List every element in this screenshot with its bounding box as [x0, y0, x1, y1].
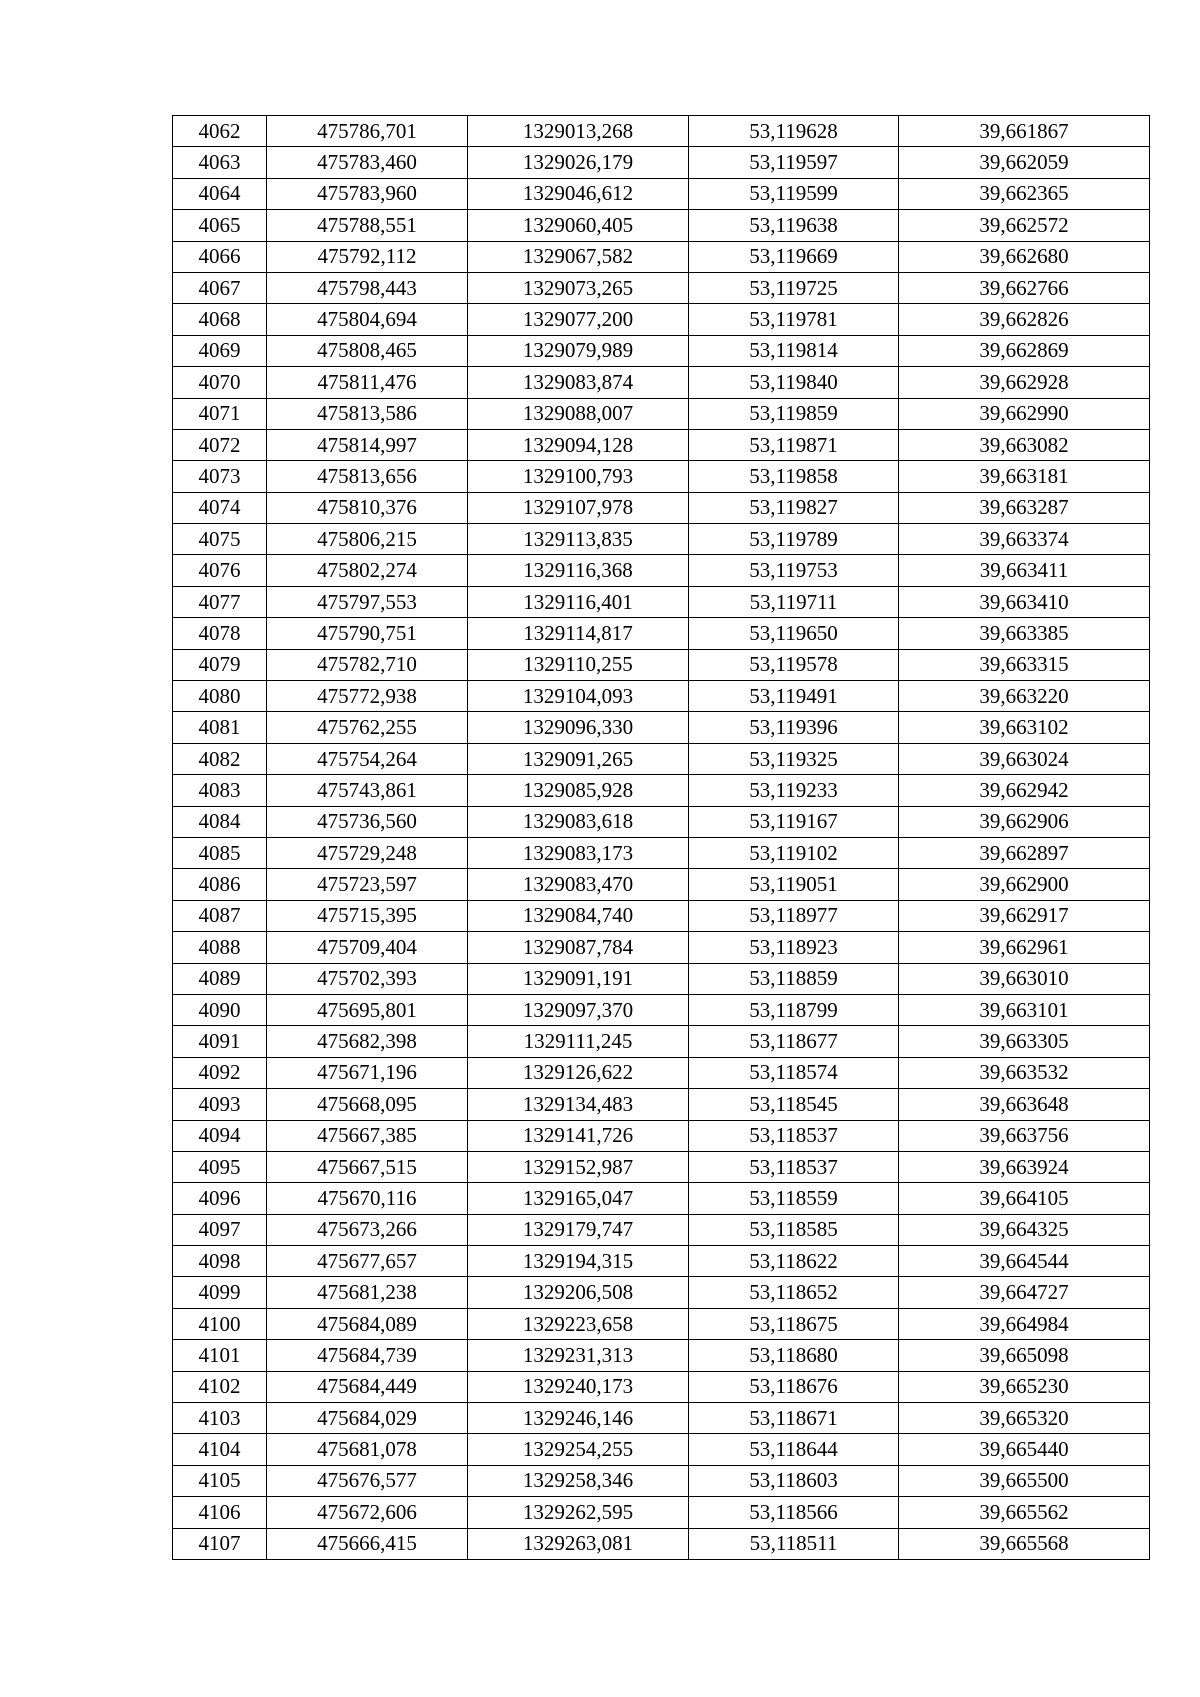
- point-number-cell: 4086: [173, 869, 267, 900]
- x-coordinate-cell: 475762,255: [267, 712, 468, 743]
- table-row: [173, 1120, 1150, 1151]
- latitude-cell: 53,119781: [689, 304, 899, 335]
- y-coordinate-cell: 1329088,007: [468, 398, 689, 429]
- table-row: [173, 1277, 1150, 1308]
- x-coordinate-cell: 475684,029: [267, 1403, 468, 1434]
- x-coordinate-cell: 475798,443: [267, 272, 468, 303]
- y-coordinate-cell: 1329116,401: [468, 586, 689, 617]
- point-number-cell: 4069: [173, 335, 267, 366]
- x-coordinate-cell: 475783,960: [267, 178, 468, 209]
- table-row: [173, 1057, 1150, 1088]
- x-coordinate-cell: 475684,089: [267, 1308, 468, 1339]
- table-row: [173, 367, 1150, 398]
- y-coordinate-cell: 1329111,245: [468, 1026, 689, 1057]
- y-coordinate-cell: 1329246,146: [468, 1403, 689, 1434]
- table-row: [173, 1371, 1150, 1402]
- longitude-cell: 39,663410: [899, 586, 1150, 617]
- longitude-cell: 39,664325: [899, 1214, 1150, 1245]
- y-coordinate-cell: 1329114,817: [468, 618, 689, 649]
- x-coordinate-cell: 475814,997: [267, 429, 468, 460]
- latitude-cell: 53,118977: [689, 900, 899, 931]
- longitude-cell: 39,662680: [899, 241, 1150, 272]
- x-coordinate-cell: 475723,597: [267, 869, 468, 900]
- latitude-cell: 53,119669: [689, 241, 899, 272]
- point-number-cell: 4095: [173, 1151, 267, 1182]
- point-number-cell: 4085: [173, 837, 267, 868]
- longitude-cell: 39,665098: [899, 1340, 1150, 1371]
- longitude-cell: 39,662917: [899, 900, 1150, 931]
- y-coordinate-cell: 1329113,835: [468, 524, 689, 555]
- table-row: [173, 147, 1150, 178]
- table-row: [173, 1089, 1150, 1120]
- x-coordinate-cell: 475670,116: [267, 1183, 468, 1214]
- latitude-cell: 53,118923: [689, 932, 899, 963]
- latitude-cell: 53,119814: [689, 335, 899, 366]
- x-coordinate-cell: 475676,577: [267, 1465, 468, 1496]
- point-number-cell: 4084: [173, 806, 267, 837]
- latitude-cell: 53,118585: [689, 1214, 899, 1245]
- y-coordinate-cell: 1329067,582: [468, 241, 689, 272]
- latitude-cell: 53,118680: [689, 1340, 899, 1371]
- x-coordinate-cell: 475810,376: [267, 492, 468, 523]
- point-number-cell: 4063: [173, 147, 267, 178]
- x-coordinate-cell: 475808,465: [267, 335, 468, 366]
- point-number-cell: 4103: [173, 1403, 267, 1434]
- table-row: [173, 210, 1150, 241]
- longitude-cell: 39,664544: [899, 1246, 1150, 1277]
- longitude-cell: 39,662990: [899, 398, 1150, 429]
- longitude-cell: 39,665562: [899, 1497, 1150, 1528]
- table-row: [173, 116, 1150, 147]
- x-coordinate-cell: 475681,238: [267, 1277, 468, 1308]
- y-coordinate-cell: 1329060,405: [468, 210, 689, 241]
- table-row: [173, 241, 1150, 272]
- y-coordinate-cell: 1329254,255: [468, 1434, 689, 1465]
- y-coordinate-cell: 1329134,483: [468, 1089, 689, 1120]
- point-number-cell: 4088: [173, 932, 267, 963]
- point-number-cell: 4094: [173, 1120, 267, 1151]
- x-coordinate-cell: 475673,266: [267, 1214, 468, 1245]
- longitude-cell: 39,662059: [899, 147, 1150, 178]
- y-coordinate-cell: 1329194,315: [468, 1246, 689, 1277]
- point-number-cell: 4079: [173, 649, 267, 680]
- longitude-cell: 39,665568: [899, 1528, 1150, 1559]
- point-number-cell: 4082: [173, 743, 267, 774]
- point-number-cell: 4096: [173, 1183, 267, 1214]
- x-coordinate-cell: 475672,606: [267, 1497, 468, 1528]
- table-row: [173, 963, 1150, 994]
- longitude-cell: 39,664727: [899, 1277, 1150, 1308]
- longitude-cell: 39,662365: [899, 178, 1150, 209]
- table-row: [173, 649, 1150, 680]
- x-coordinate-cell: 475783,460: [267, 147, 468, 178]
- point-number-cell: 4080: [173, 681, 267, 712]
- x-coordinate-cell: 475736,560: [267, 806, 468, 837]
- y-coordinate-cell: 1329126,622: [468, 1057, 689, 1088]
- latitude-cell: 53,119858: [689, 461, 899, 492]
- latitude-cell: 53,118603: [689, 1465, 899, 1496]
- y-coordinate-cell: 1329104,093: [468, 681, 689, 712]
- y-coordinate-cell: 1329116,368: [468, 555, 689, 586]
- table-row: [173, 1151, 1150, 1182]
- latitude-cell: 53,118559: [689, 1183, 899, 1214]
- table-row: [173, 461, 1150, 492]
- latitude-cell: 53,119599: [689, 178, 899, 209]
- y-coordinate-cell: 1329223,658: [468, 1308, 689, 1339]
- y-coordinate-cell: 1329091,265: [468, 743, 689, 774]
- latitude-cell: 53,119491: [689, 681, 899, 712]
- x-coordinate-cell: 475790,751: [267, 618, 468, 649]
- y-coordinate-cell: 1329026,179: [468, 147, 689, 178]
- table-row: [173, 492, 1150, 523]
- point-number-cell: 4106: [173, 1497, 267, 1528]
- y-coordinate-cell: 1329083,470: [468, 869, 689, 900]
- longitude-cell: 39,661867: [899, 116, 1150, 147]
- longitude-cell: 39,663010: [899, 963, 1150, 994]
- table-row: [173, 429, 1150, 460]
- table-row: [173, 1308, 1150, 1339]
- table-row: [173, 272, 1150, 303]
- y-coordinate-cell: 1329083,173: [468, 837, 689, 868]
- y-coordinate-cell: 1329263,081: [468, 1528, 689, 1559]
- latitude-cell: 53,118799: [689, 994, 899, 1025]
- point-number-cell: 4066: [173, 241, 267, 272]
- longitude-cell: 39,663756: [899, 1120, 1150, 1151]
- latitude-cell: 53,118537: [689, 1120, 899, 1151]
- longitude-cell: 39,662900: [899, 869, 1150, 900]
- x-coordinate-cell: 475684,739: [267, 1340, 468, 1371]
- x-coordinate-cell: 475666,415: [267, 1528, 468, 1559]
- y-coordinate-cell: 1329094,128: [468, 429, 689, 460]
- x-coordinate-cell: 475772,938: [267, 681, 468, 712]
- latitude-cell: 53,119051: [689, 869, 899, 900]
- x-coordinate-cell: 475681,078: [267, 1434, 468, 1465]
- x-coordinate-cell: 475792,112: [267, 241, 468, 272]
- table-row: [173, 869, 1150, 900]
- point-number-cell: 4065: [173, 210, 267, 241]
- y-coordinate-cell: 1329141,726: [468, 1120, 689, 1151]
- table-row: [173, 994, 1150, 1025]
- y-coordinate-cell: 1329240,173: [468, 1371, 689, 1402]
- longitude-cell: 39,662906: [899, 806, 1150, 837]
- longitude-cell: 39,665500: [899, 1465, 1150, 1496]
- latitude-cell: 53,119628: [689, 116, 899, 147]
- y-coordinate-cell: 1329165,047: [468, 1183, 689, 1214]
- longitude-cell: 39,665320: [899, 1403, 1150, 1434]
- point-number-cell: 4100: [173, 1308, 267, 1339]
- latitude-cell: 53,119827: [689, 492, 899, 523]
- point-number-cell: 4092: [173, 1057, 267, 1088]
- latitude-cell: 53,118622: [689, 1246, 899, 1277]
- x-coordinate-cell: 475715,395: [267, 900, 468, 931]
- longitude-cell: 39,662942: [899, 775, 1150, 806]
- x-coordinate-cell: 475743,861: [267, 775, 468, 806]
- latitude-cell: 53,119233: [689, 775, 899, 806]
- y-coordinate-cell: 1329073,265: [468, 272, 689, 303]
- longitude-cell: 39,664984: [899, 1308, 1150, 1339]
- point-number-cell: 4089: [173, 963, 267, 994]
- longitude-cell: 39,664105: [899, 1183, 1150, 1214]
- point-number-cell: 4090: [173, 994, 267, 1025]
- longitude-cell: 39,662961: [899, 932, 1150, 963]
- table-row: [173, 524, 1150, 555]
- table-row: [173, 1465, 1150, 1496]
- table-row: [173, 743, 1150, 774]
- latitude-cell: 53,118675: [689, 1308, 899, 1339]
- longitude-cell: 39,662766: [899, 272, 1150, 303]
- latitude-cell: 53,118652: [689, 1277, 899, 1308]
- latitude-cell: 53,119102: [689, 837, 899, 868]
- latitude-cell: 53,118566: [689, 1497, 899, 1528]
- latitude-cell: 53,119167: [689, 806, 899, 837]
- table-row: [173, 1214, 1150, 1245]
- latitude-cell: 53,119597: [689, 147, 899, 178]
- x-coordinate-cell: 475797,553: [267, 586, 468, 617]
- longitude-cell: 39,663648: [899, 1089, 1150, 1120]
- point-number-cell: 4091: [173, 1026, 267, 1057]
- y-coordinate-cell: 1329085,928: [468, 775, 689, 806]
- latitude-cell: 53,119325: [689, 743, 899, 774]
- longitude-cell: 39,663385: [899, 618, 1150, 649]
- point-number-cell: 4072: [173, 429, 267, 460]
- x-coordinate-cell: 475709,404: [267, 932, 468, 963]
- point-number-cell: 4101: [173, 1340, 267, 1371]
- point-number-cell: 4083: [173, 775, 267, 806]
- x-coordinate-cell: 475813,656: [267, 461, 468, 492]
- point-number-cell: 4062: [173, 116, 267, 147]
- table-row: [173, 837, 1150, 868]
- point-number-cell: 4064: [173, 178, 267, 209]
- latitude-cell: 53,118859: [689, 963, 899, 994]
- longitude-cell: 39,663181: [899, 461, 1150, 492]
- latitude-cell: 53,118574: [689, 1057, 899, 1088]
- y-coordinate-cell: 1329110,255: [468, 649, 689, 680]
- table-row: [173, 1434, 1150, 1465]
- point-number-cell: 4107: [173, 1528, 267, 1559]
- latitude-cell: 53,118511: [689, 1528, 899, 1559]
- x-coordinate-cell: 475667,385: [267, 1120, 468, 1151]
- longitude-cell: 39,663315: [899, 649, 1150, 680]
- latitude-cell: 53,119725: [689, 272, 899, 303]
- point-number-cell: 4074: [173, 492, 267, 523]
- table-row: [173, 1528, 1150, 1559]
- longitude-cell: 39,663411: [899, 555, 1150, 586]
- longitude-cell: 39,662572: [899, 210, 1150, 241]
- x-coordinate-cell: 475702,393: [267, 963, 468, 994]
- latitude-cell: 53,119840: [689, 367, 899, 398]
- point-number-cell: 4071: [173, 398, 267, 429]
- longitude-cell: 39,663024: [899, 743, 1150, 774]
- y-coordinate-cell: 1329084,740: [468, 900, 689, 931]
- y-coordinate-cell: 1329013,268: [468, 116, 689, 147]
- latitude-cell: 53,118671: [689, 1403, 899, 1434]
- table-row: [173, 1403, 1150, 1434]
- table-row: [173, 335, 1150, 366]
- x-coordinate-cell: 475668,095: [267, 1089, 468, 1120]
- y-coordinate-cell: 1329083,874: [468, 367, 689, 398]
- longitude-cell: 39,663532: [899, 1057, 1150, 1088]
- longitude-cell: 39,663287: [899, 492, 1150, 523]
- y-coordinate-cell: 1329262,595: [468, 1497, 689, 1528]
- longitude-cell: 39,663374: [899, 524, 1150, 555]
- latitude-cell: 53,118537: [689, 1151, 899, 1182]
- latitude-cell: 53,119638: [689, 210, 899, 241]
- y-coordinate-cell: 1329097,370: [468, 994, 689, 1025]
- x-coordinate-cell: 475802,274: [267, 555, 468, 586]
- latitude-cell: 53,118676: [689, 1371, 899, 1402]
- x-coordinate-cell: 475806,215: [267, 524, 468, 555]
- longitude-cell: 39,663220: [899, 681, 1150, 712]
- latitude-cell: 53,119578: [689, 649, 899, 680]
- longitude-cell: 39,663305: [899, 1026, 1150, 1057]
- latitude-cell: 53,119396: [689, 712, 899, 743]
- point-number-cell: 4067: [173, 272, 267, 303]
- point-number-cell: 4099: [173, 1277, 267, 1308]
- latitude-cell: 53,119871: [689, 429, 899, 460]
- y-coordinate-cell: 1329179,747: [468, 1214, 689, 1245]
- longitude-cell: 39,665440: [899, 1434, 1150, 1465]
- x-coordinate-cell: 475811,476: [267, 367, 468, 398]
- point-number-cell: 4104: [173, 1434, 267, 1465]
- table-row: [173, 712, 1150, 743]
- table-row: [173, 618, 1150, 649]
- point-number-cell: 4073: [173, 461, 267, 492]
- latitude-cell: 53,119753: [689, 555, 899, 586]
- table-row: [173, 1340, 1150, 1371]
- y-coordinate-cell: 1329091,191: [468, 963, 689, 994]
- longitude-cell: 39,662897: [899, 837, 1150, 868]
- table-row: [173, 932, 1150, 963]
- latitude-cell: 53,118545: [689, 1089, 899, 1120]
- table-row: [173, 1183, 1150, 1214]
- latitude-cell: 53,118677: [689, 1026, 899, 1057]
- table-row: [173, 775, 1150, 806]
- x-coordinate-cell: 475804,694: [267, 304, 468, 335]
- table-row: [173, 900, 1150, 931]
- x-coordinate-cell: 475788,551: [267, 210, 468, 241]
- point-number-cell: 4081: [173, 712, 267, 743]
- latitude-cell: 53,118644: [689, 1434, 899, 1465]
- point-number-cell: 4078: [173, 618, 267, 649]
- coordinates-table: [172, 115, 1150, 1560]
- longitude-cell: 39,662928: [899, 367, 1150, 398]
- x-coordinate-cell: 475754,264: [267, 743, 468, 774]
- table-row: [173, 1246, 1150, 1277]
- y-coordinate-cell: 1329046,612: [468, 178, 689, 209]
- longitude-cell: 39,662826: [899, 304, 1150, 335]
- latitude-cell: 53,119859: [689, 398, 899, 429]
- y-coordinate-cell: 1329100,793: [468, 461, 689, 492]
- x-coordinate-cell: 475782,710: [267, 649, 468, 680]
- point-number-cell: 4105: [173, 1465, 267, 1496]
- point-number-cell: 4070: [173, 367, 267, 398]
- point-number-cell: 4087: [173, 900, 267, 931]
- x-coordinate-cell: 475684,449: [267, 1371, 468, 1402]
- y-coordinate-cell: 1329083,618: [468, 806, 689, 837]
- x-coordinate-cell: 475695,801: [267, 994, 468, 1025]
- point-number-cell: 4098: [173, 1246, 267, 1277]
- y-coordinate-cell: 1329152,987: [468, 1151, 689, 1182]
- longitude-cell: 39,663102: [899, 712, 1150, 743]
- x-coordinate-cell: 475729,248: [267, 837, 468, 868]
- table-row: [173, 806, 1150, 837]
- latitude-cell: 53,119711: [689, 586, 899, 617]
- x-coordinate-cell: 475813,586: [267, 398, 468, 429]
- y-coordinate-cell: 1329079,989: [468, 335, 689, 366]
- table-row: [173, 1497, 1150, 1528]
- longitude-cell: 39,662869: [899, 335, 1150, 366]
- longitude-cell: 39,663082: [899, 429, 1150, 460]
- longitude-cell: 39,663101: [899, 994, 1150, 1025]
- point-number-cell: 4102: [173, 1371, 267, 1402]
- y-coordinate-cell: 1329096,330: [468, 712, 689, 743]
- x-coordinate-cell: 475671,196: [267, 1057, 468, 1088]
- table-row: [173, 681, 1150, 712]
- longitude-cell: 39,663924: [899, 1151, 1150, 1182]
- y-coordinate-cell: 1329206,508: [468, 1277, 689, 1308]
- point-number-cell: 4075: [173, 524, 267, 555]
- longitude-cell: 39,665230: [899, 1371, 1150, 1402]
- y-coordinate-cell: 1329258,346: [468, 1465, 689, 1496]
- y-coordinate-cell: 1329077,200: [468, 304, 689, 335]
- latitude-cell: 53,119789: [689, 524, 899, 555]
- table-row: [173, 555, 1150, 586]
- latitude-cell: 53,119650: [689, 618, 899, 649]
- x-coordinate-cell: 475682,398: [267, 1026, 468, 1057]
- point-number-cell: 4077: [173, 586, 267, 617]
- point-number-cell: 4068: [173, 304, 267, 335]
- point-number-cell: 4076: [173, 555, 267, 586]
- y-coordinate-cell: 1329087,784: [468, 932, 689, 963]
- table-row: [173, 178, 1150, 209]
- point-number-cell: 4093: [173, 1089, 267, 1120]
- point-number-cell: 4097: [173, 1214, 267, 1245]
- x-coordinate-cell: 475667,515: [267, 1151, 468, 1182]
- table-row: [173, 398, 1150, 429]
- coordinates-table-body: [173, 116, 1150, 1560]
- table-row: [173, 586, 1150, 617]
- y-coordinate-cell: 1329107,978: [468, 492, 689, 523]
- x-coordinate-cell: 475677,657: [267, 1246, 468, 1277]
- y-coordinate-cell: 1329231,313: [468, 1340, 689, 1371]
- table-row: [173, 1026, 1150, 1057]
- table-row: [173, 304, 1150, 335]
- x-coordinate-cell: 475786,701: [267, 116, 468, 147]
